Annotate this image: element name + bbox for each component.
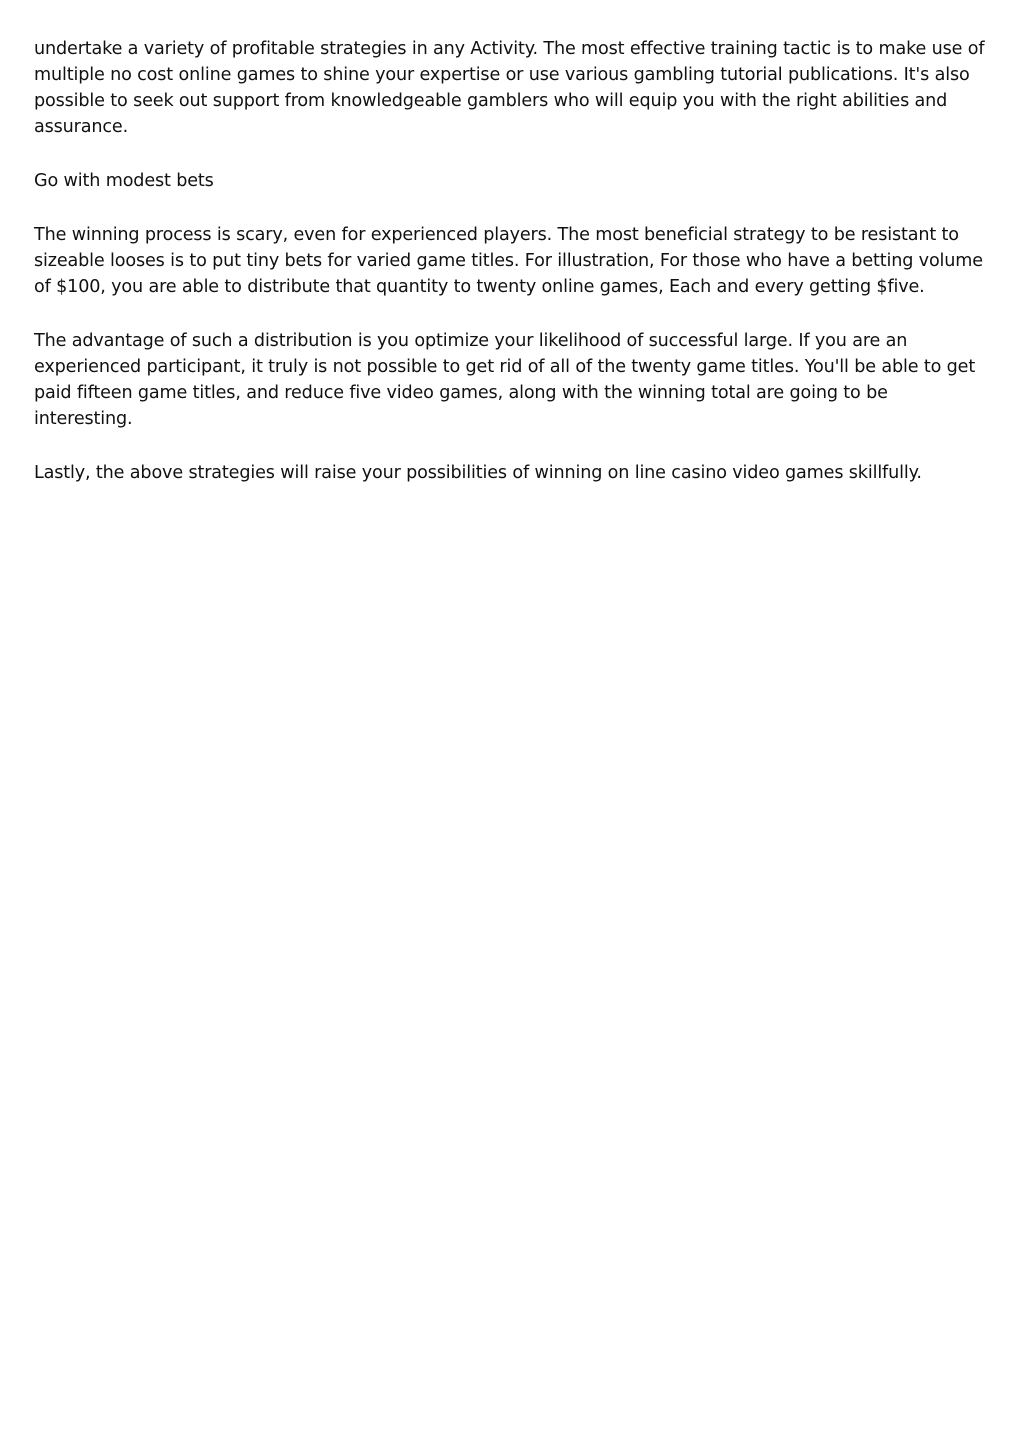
document-body (34, 36, 990, 486)
paragraph-winning-process: The winning process is scary, even for experienced players. The most beneficial strategy to be resistant to sizeable looses is to put tiny bets for varied game titles. For illustration, For those who have a betting volume of $100, you are able to distribute that quantity to twenty online games, Each and every getting $five. (34, 225, 983, 297)
paragraph-distribution-advantage: The advantage of such a distribution is you optimize your likelihood of successful large. If you are an experienced participant, it truly is not possible to get rid of all of the twenty game titles. You'll be able to get paid fifteen game titles, and reduce five video games, along with the winning total are going to be interesting. (34, 331, 976, 429)
section-heading-modest-bets: Go with modest bets (34, 171, 214, 191)
paragraph-conclusion: Lastly, the above strategies will raise your possibilities of winning on line casino video games skillfully. (34, 463, 922, 483)
paragraph-strategies-intro: undertake a variety of profitable strategies in any Activity. The most effective training tactic is to make use of multiple no cost online games to shine your expertise or use various gambling tutorial publications. It's also possible to seek out support from knowledgeable gamblers who will equip you with the right abilities and assurance. (34, 39, 985, 137)
